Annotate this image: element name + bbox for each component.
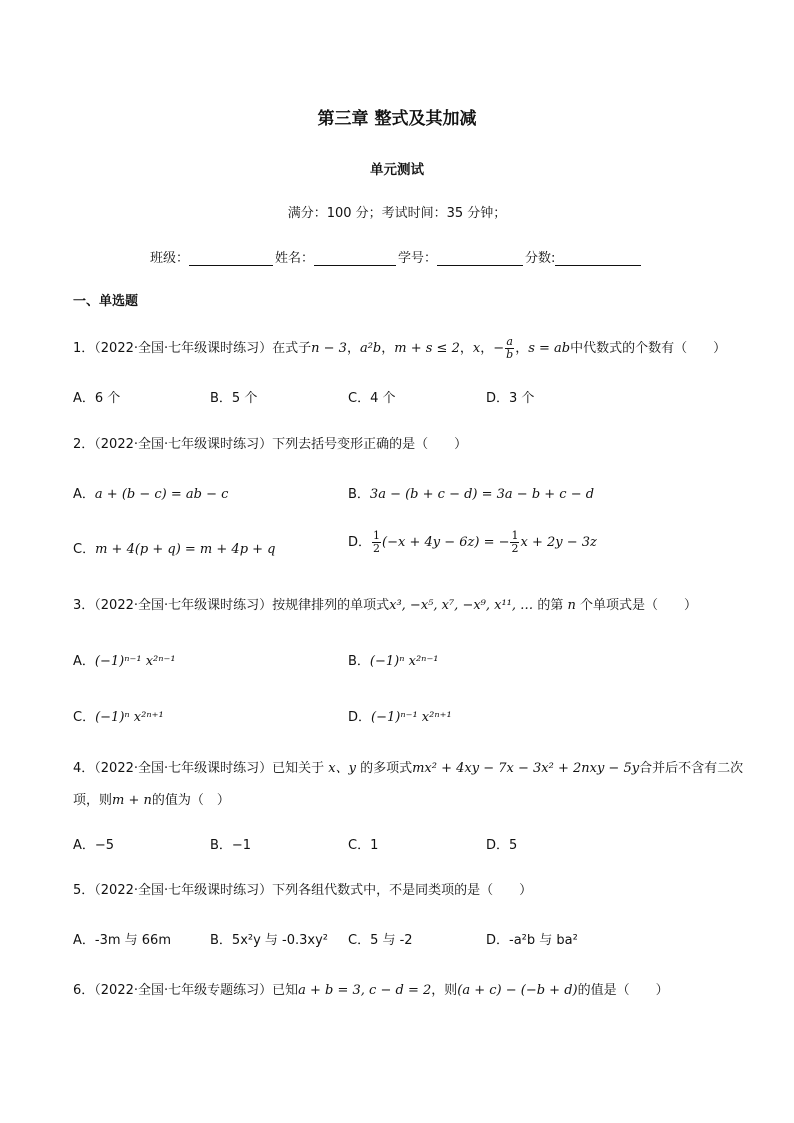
section-single-choice: 一、单选题: [73, 294, 139, 309]
q1-option-d[interactable]: D．3 个: [486, 391, 535, 406]
class-blank[interactable]: [189, 251, 273, 266]
name-label: 姓名：: [275, 251, 315, 266]
q1-suffix: 中代数式的个数有（ ）: [570, 341, 727, 356]
question-2: 2．（2022·全国·七年级课时练习）下列去括号变形正确的是（ ）: [73, 437, 468, 452]
q3-option-c[interactable]: C．(−1)ⁿ x²ⁿ⁺¹: [73, 710, 164, 725]
q2-option-b[interactable]: B．3a − (b + c − d) = 3a − b + c − d: [348, 487, 595, 502]
question-3: 3．（2022·全国·七年级课时练习）按规律排列的单项式x³, −x⁵, x⁷, −x⁹, x¹¹, … 的第 n 个单项式是（ ）: [73, 598, 697, 613]
class-label: 班级：: [150, 251, 190, 266]
q1-expr-2: a²b: [359, 341, 382, 356]
id-label: 学号：: [398, 251, 438, 266]
q3-option-b[interactable]: B．(−1)ⁿ x²ⁿ⁻¹: [348, 654, 439, 669]
page-subtitle: 单元测试: [370, 162, 424, 178]
question-4: 4．（2022·全国·七年级课时练习）已知关于 x、y 的多项式mx² + 4xy − 7x − 3x² + 2nxy − 5y合并后不含有二次: [73, 761, 744, 776]
name-blank[interactable]: [314, 251, 396, 266]
q1-stem: 1．（2022·全国·七年级课时练习）在式子: [73, 341, 312, 356]
q1-expr-3: m + s ≤ 2: [394, 341, 460, 356]
q3-option-d[interactable]: D．(−1)ⁿ⁻¹ x²ⁿ⁺¹: [348, 710, 452, 725]
score-label: 分数:: [525, 251, 556, 266]
q1-option-b[interactable]: B．5 个: [210, 391, 258, 406]
q5-option-a[interactable]: A．-3m 与 66m: [73, 933, 171, 948]
q3-option-a[interactable]: A．(−1)ⁿ⁻¹ x²ⁿ⁻¹: [73, 654, 176, 669]
q2-option-a[interactable]: A．a + (b − c) = ab − c: [73, 487, 229, 502]
score-time-line: 满分：100 分；考试时间：35 分钟；: [287, 206, 507, 221]
q3-sequence: x³, −x⁵, x⁷, −x⁹, x¹¹, …: [389, 598, 534, 613]
question-5: 5．（2022·全国·七年级课时练习）下列各组代数式中，不是同类项的是（ ）: [73, 883, 533, 898]
question-6: 6．（2022·全国·七年级专题练习）已知a + b = 3, c − d = 2，则(a + c) − (−b + d)的值是（ ）: [73, 983, 669, 998]
q4-option-a[interactable]: A．−5: [73, 838, 115, 853]
q6-expression: (a + c) − (−b + d): [457, 983, 578, 998]
q4-option-c[interactable]: C．1: [348, 838, 379, 853]
question-4-line2: 项，则m + n的值为（ ）: [73, 793, 230, 808]
q1-expr-6: s = ab: [528, 341, 571, 356]
id-blank[interactable]: [437, 251, 523, 266]
q1-expr-1: n − 3: [311, 341, 347, 356]
question-1: 1．（2022·全国·七年级课时练习）在式子n − 3，a²b，m + s ≤ 2，x，− $\frac{a}{b}$ ，s = ab中代数式的个数有（ ）: [73, 335, 727, 361]
q1-expr-4: x: [472, 341, 481, 356]
q1-option-a[interactable]: A．6 个: [73, 391, 121, 406]
q2-option-c[interactable]: C．m + 4(p + q) = m + 4p + q: [73, 542, 276, 557]
score-blank[interactable]: [555, 251, 641, 266]
q4-option-d[interactable]: D．5: [486, 838, 518, 853]
q4-option-b[interactable]: B．−1: [210, 838, 252, 853]
q1-option-c[interactable]: C．4 个: [348, 391, 396, 406]
q2-option-d[interactable]: D． $\frac{1}{2}$ (−x + 4y − 6z) = − $\frac{1}{2}$ x + 2y − 3z: [348, 529, 597, 555]
q5-option-d[interactable]: D．-a²b 与 ba²: [486, 933, 578, 948]
q1-fraction: $\frac{a}{b}$: [506, 335, 514, 361]
q5-option-c[interactable]: C．5 与 -2: [348, 933, 413, 948]
q6-condition: a + b = 3, c − d = 2: [298, 983, 432, 998]
student-info-line: [150, 247, 643, 266]
q5-option-b[interactable]: B．5x²y 与 -0.3xy²: [210, 933, 329, 948]
q4-polynomial: mx² + 4xy − 7x − 3x² + 2nxy − 5y: [412, 761, 640, 776]
page-title: 第三章 整式及其加减: [317, 109, 477, 129]
